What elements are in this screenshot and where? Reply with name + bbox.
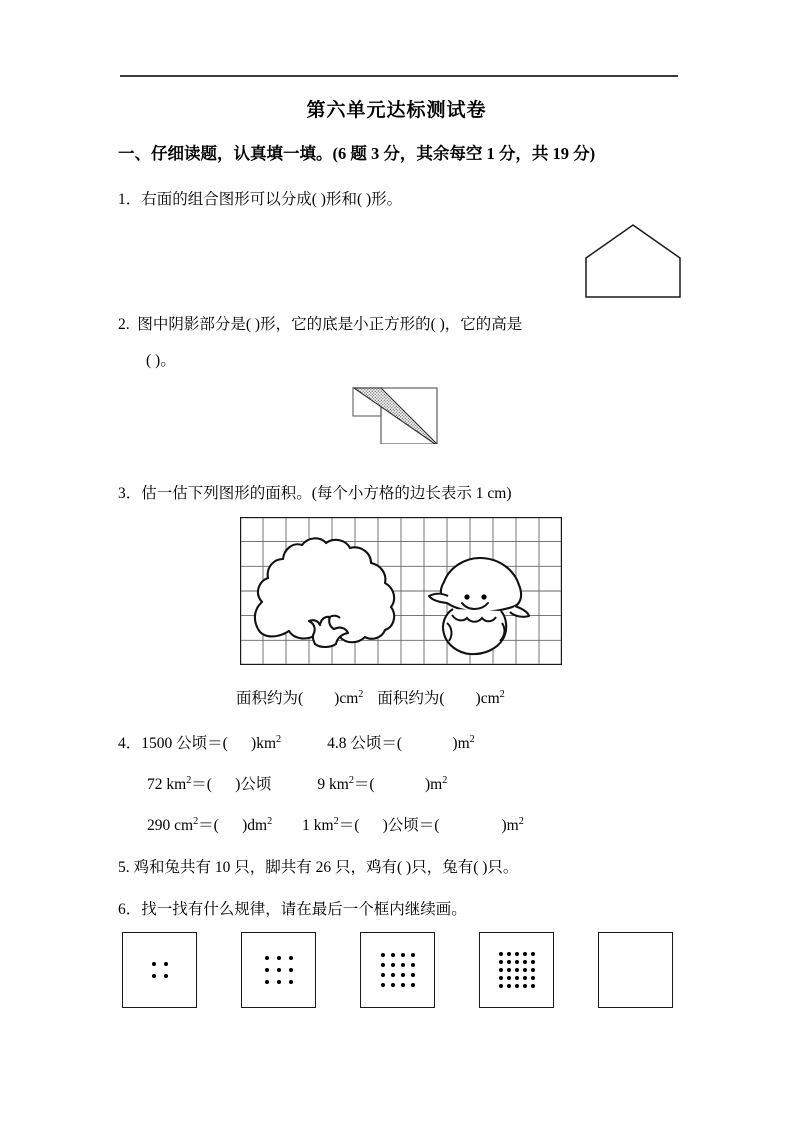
pattern-box-5-empty[interactable] [598,932,673,1008]
question-3-answer-line [236,686,505,708]
question-2-text-line2: ( )。 [146,352,176,369]
dot [277,980,281,984]
pattern-box-1[interactable] [122,932,197,1008]
area-answer-right: 面积约为( )$cm^2$ [377,688,505,707]
conv-1-left: 1500 公顷＝( )$km^2$ [141,733,282,752]
conv-3-left: 290 $cm^2=$( )$dm^2$ [147,815,273,834]
shaded-triangle-figure [352,386,474,444]
question-4-number: 4． [118,735,142,752]
dot [391,983,395,987]
pattern-box-2[interactable] [241,932,316,1008]
dot [289,980,293,984]
dot-grid-4 [497,950,537,990]
dot [391,963,395,967]
question-3 [118,482,512,507]
question-5-number: 5. [118,859,130,876]
dot [265,968,269,972]
dot [499,984,503,988]
question-3-text: 估一估下列图形的面积。(每个小方格的边长表示 1 cm) [141,485,512,502]
question-6-text: 找一找有什么规律，请在最后一个框内继续画。 [141,901,467,918]
question-4-row-3 [147,813,524,835]
dot-grid-3 [378,950,418,990]
dot [401,983,405,987]
dot [152,962,156,966]
grid-figure-svg [240,517,562,665]
dot [277,968,281,972]
dot [515,976,519,980]
dot [391,973,395,977]
dot [265,980,269,984]
dot [515,968,519,972]
dot [391,953,395,957]
pentagon-house-svg [583,222,683,300]
dot [411,963,415,967]
dot [507,960,511,964]
question-2-line-2 [146,349,176,374]
question-2-text-line1: 图中阴影部分是( )形，它的底是小正方形的( )，它的高是 [137,316,523,333]
conv-2-left: 72 $km^2=$( )公顷 [147,774,272,793]
dot [531,976,535,980]
header-rule [120,75,678,77]
question-1-text: 右面的组合图形可以分成( )形和( )形。 [141,191,403,208]
dot [507,952,511,956]
pattern-box-3[interactable] [360,932,435,1008]
dot [381,983,385,987]
dot [523,976,527,980]
question-4-row-2 [147,772,447,794]
dot [515,960,519,964]
question-1 [118,188,402,213]
area-answer-left: 面积约为( )$cm^2$ [236,688,364,707]
dot [401,973,405,977]
dot-grid-1 [148,958,172,982]
question-2-number: 2. [118,316,130,333]
dot [289,968,293,972]
dot [531,952,535,956]
dot [523,984,527,988]
dot [164,962,168,966]
dot [411,983,415,987]
dot [411,973,415,977]
question-4-row-1 [118,731,475,753]
pentagon-house-figure [583,222,683,300]
conv-3-right: 1 $km^2=$( )公顷＝( )$m^2$ [302,815,524,834]
dot [277,956,281,960]
dot [499,952,503,956]
dot [164,974,168,978]
dot [381,973,385,977]
dot [507,976,511,980]
dot [289,956,293,960]
shaded-triangle-svg [352,386,474,444]
dot-grid-2 [261,952,297,988]
dot [499,960,503,964]
dot [507,968,511,972]
question-2-line-1 [118,313,522,338]
dot [531,984,535,988]
question-5-text: 鸡和兔共有 10 只，脚共有 26 只，鸡有( )只，兔有( )只。 [133,859,519,876]
question-6-number: 6． [118,901,142,918]
dot [411,953,415,957]
conv-1-right: 4.8 公顷＝( )$m^2$ [327,733,475,752]
dot [499,976,503,980]
dot [401,963,405,967]
dot [265,956,269,960]
dot [499,968,503,972]
question-6 [118,898,467,923]
pattern-box-row [122,932,674,1010]
question-1-number: 1． [118,191,142,208]
dot [381,963,385,967]
dot [531,968,535,972]
estimate-area-grid-figure [240,517,562,665]
question-3-number: 3． [118,485,142,502]
conv-2-right: 9 $km^2=$( )$m^2$ [317,774,448,793]
page-title: 第六单元达标测试卷 [306,99,487,121]
question-5 [118,856,518,881]
dot [523,968,527,972]
dot [523,960,527,964]
pattern-box-4[interactable] [479,932,554,1008]
dot [152,974,156,978]
dot [515,952,519,956]
dot [531,960,535,964]
dot [381,953,385,957]
dot [523,952,527,956]
section-heading: 一、仔细读题，认真填一填。(6 题 3 分，其余每空 1 分，共 19 分) [118,144,596,163]
dot [515,984,519,988]
dot [401,953,405,957]
dot [507,984,511,988]
